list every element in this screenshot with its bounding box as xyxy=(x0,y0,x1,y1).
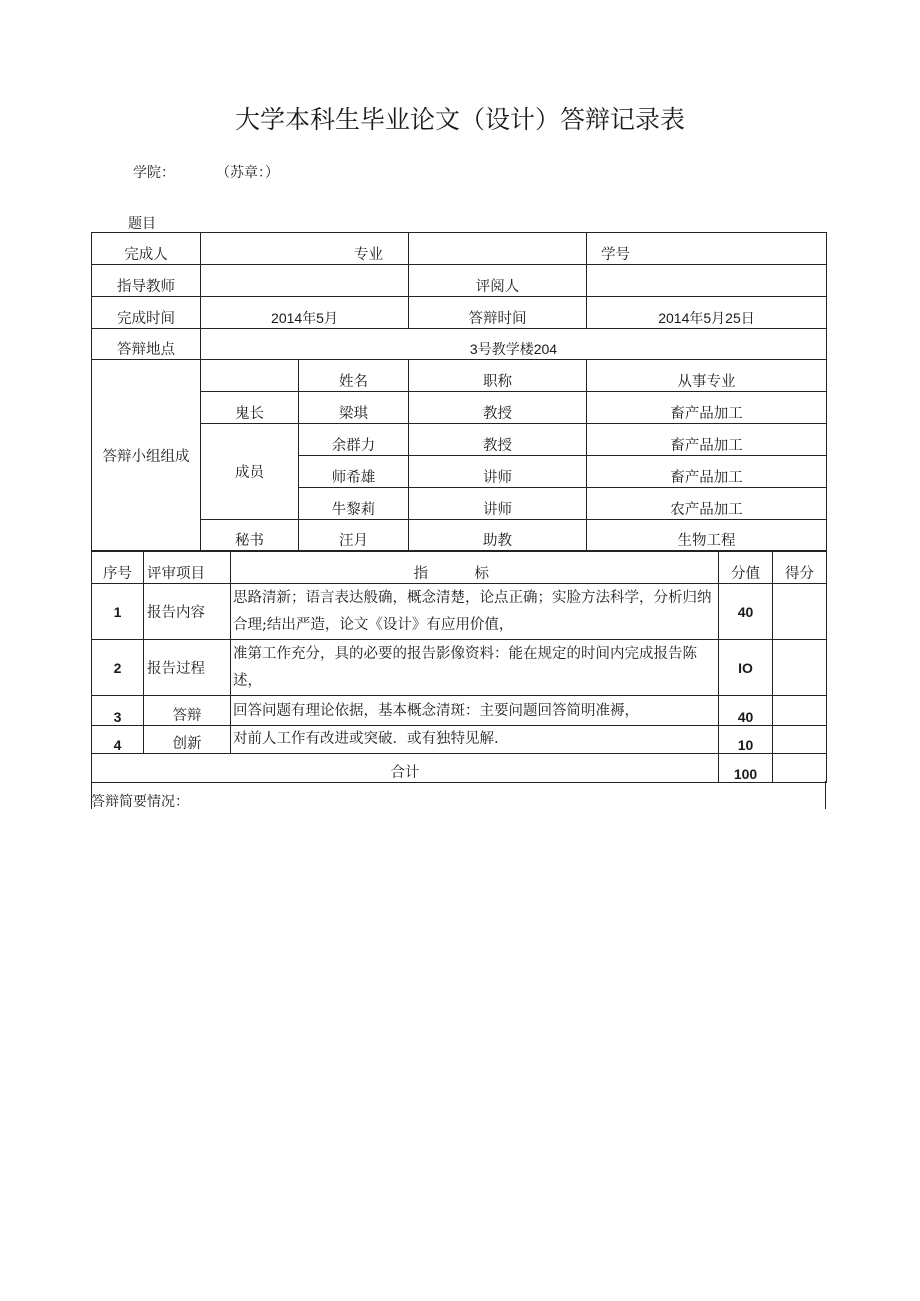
leader-name: 梁琪 xyxy=(299,392,409,424)
defense-time-value: 2014年5月25日 xyxy=(587,297,827,329)
row-item: 报告内容 xyxy=(144,584,231,640)
leader-title: 教授 xyxy=(409,392,587,424)
row-item: 答辩 xyxy=(144,696,231,726)
topic-label: 题目 xyxy=(128,216,156,232)
header-no: 序号 xyxy=(92,552,144,584)
members-role: 成员 xyxy=(201,424,299,520)
total-points: 100 xyxy=(719,754,773,783)
page-title: 大学本科生毕业论文（设计）答辩记录表 xyxy=(234,105,685,134)
seal-label: （苏章：） xyxy=(216,165,279,181)
member-title: 讲师 xyxy=(409,488,587,520)
secretary-field: 生物工程 xyxy=(587,520,827,551)
row-criteria: 思路清新；语言表达般确，概念清楚，论点正确；实脸方法科学，分析归纳合理;结出严造，论文《设计》有应用价值， xyxy=(231,584,719,640)
member-field: 农产品加工 xyxy=(587,488,827,520)
row-score[interactable] xyxy=(773,726,827,754)
advisor-label: 指导教师 xyxy=(92,265,201,297)
complete-time-value: 2014年5月 xyxy=(201,297,409,329)
row-points: 40 xyxy=(719,696,773,726)
header-item: 评审项目 xyxy=(144,552,231,584)
reviewer-label: 评阅人 xyxy=(409,265,587,297)
committee-header-title: 职称 xyxy=(409,360,587,392)
committee-header-blank xyxy=(201,360,299,392)
major-label: 专业 xyxy=(201,233,409,265)
row-item: 创新 xyxy=(144,726,231,754)
row-criteria: 准第工作充分，具的必要的报告影像资料：能在规定的时间内完成报告陈述， xyxy=(231,640,719,696)
secretary-name: 汪月 xyxy=(299,520,409,551)
member-name: 余群力 xyxy=(299,424,409,456)
student-id-label: 学号 xyxy=(587,233,827,265)
header-criteria xyxy=(231,552,719,584)
member-name: 牛黎莉 xyxy=(299,488,409,520)
row-no: 3 xyxy=(92,696,144,726)
scoring-table xyxy=(91,551,827,783)
defense-time-label: 答辩时间 xyxy=(409,297,587,329)
row-criteria: 回答问题有理论依据，基本概念清斑：主要问题回答简明准褥， xyxy=(231,696,719,726)
location-label: 答辩地点 xyxy=(92,329,201,360)
info-table xyxy=(91,232,827,551)
leader-field: 畜产品加工 xyxy=(587,392,827,424)
summary-right-border xyxy=(825,781,826,809)
row-no: 1 xyxy=(92,584,144,640)
row-no: 2 xyxy=(92,640,144,696)
header-score: 得分 xyxy=(773,552,827,584)
committee-header-field: 从事专业 xyxy=(587,360,827,392)
header-criteria-text: 指标 xyxy=(413,566,536,582)
complete-time-label: 完成时间 xyxy=(92,297,201,329)
member-title: 教授 xyxy=(409,424,587,456)
row-score[interactable] xyxy=(773,640,827,696)
major-value[interactable] xyxy=(409,233,587,265)
row-score[interactable] xyxy=(773,584,827,640)
row-criteria: 对前人工作有改进或突破．或有独特见解. xyxy=(231,726,719,754)
leader-role: 鬼长 xyxy=(201,392,299,424)
row-no: 4 xyxy=(92,726,144,754)
reviewer-value[interactable] xyxy=(587,265,827,297)
committee-header-name: 姓名 xyxy=(299,360,409,392)
member-field: 畜产品加工 xyxy=(587,424,827,456)
total-label: 合计 xyxy=(92,754,719,783)
completer-label: 完成人 xyxy=(92,233,201,265)
secretary-role: 秘书 xyxy=(201,520,299,551)
header-points: 分值 xyxy=(719,552,773,584)
member-title: 讲师 xyxy=(409,456,587,488)
total-score[interactable] xyxy=(773,754,827,783)
college-label: 学院： xyxy=(133,165,175,181)
location-value: 3号教学楼204 xyxy=(201,329,827,360)
committee-group-label: 答辩小组组成 xyxy=(92,360,201,551)
member-name: 师希雄 xyxy=(299,456,409,488)
row-points: 10 xyxy=(719,726,773,754)
row-score[interactable] xyxy=(773,696,827,726)
advisor-value[interactable] xyxy=(201,265,409,297)
row-points: IO xyxy=(719,640,773,696)
row-points: 40 xyxy=(719,584,773,640)
member-field: 畜产品加工 xyxy=(587,456,827,488)
summary-label: 答辩简要情况： xyxy=(91,794,189,810)
row-item: 报告过程 xyxy=(144,640,231,696)
secretary-title: 助教 xyxy=(409,520,587,551)
